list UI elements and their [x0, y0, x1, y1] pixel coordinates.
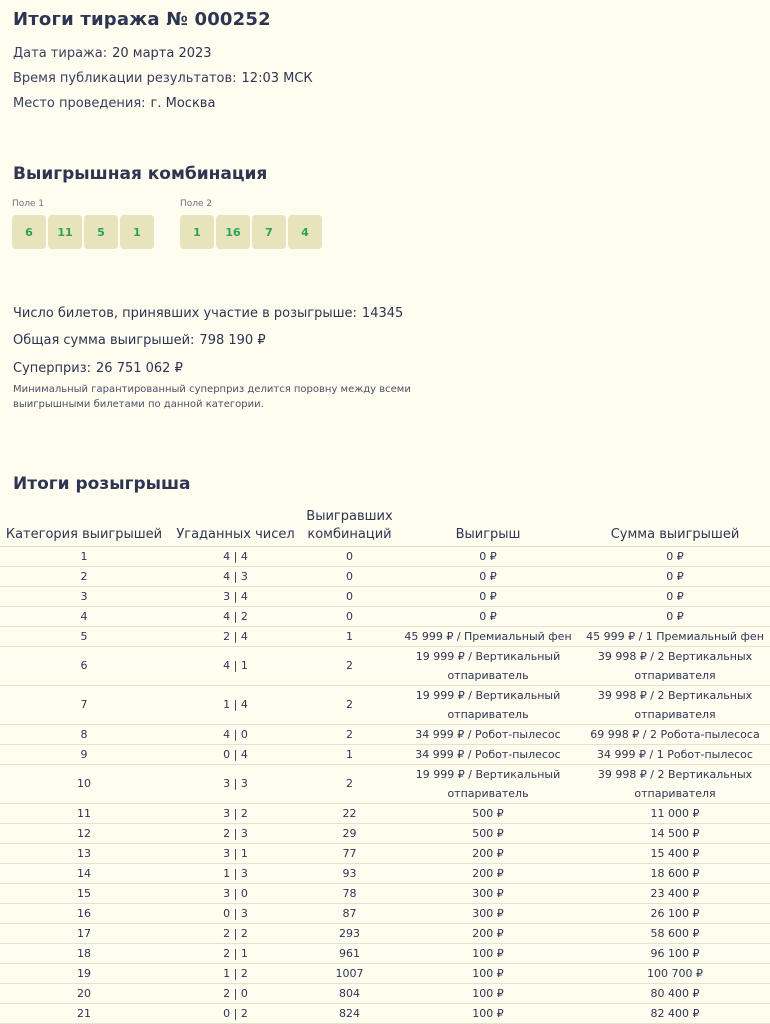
cell-winners: 2 — [303, 685, 396, 724]
cell-prize-total: 0 ₽ — [580, 586, 770, 606]
field-1-label: Поле 1 — [12, 199, 45, 209]
total-label: Общая сумма выигрышей: — [13, 333, 195, 348]
cell-prize: 0 ₽ — [396, 606, 580, 626]
field-2-label: Поле 2 — [180, 199, 213, 209]
cell-prize: 19 999 ₽ / Вертикальный отпариватель — [396, 764, 580, 803]
cell-winners: 0 — [303, 546, 396, 566]
cell-category: 21 — [0, 1003, 168, 1023]
tickets-stat — [13, 306, 403, 321]
cell-prize: 0 ₽ — [396, 546, 580, 566]
cell-category: 9 — [0, 744, 168, 764]
col-category: Категория выигрышей — [0, 505, 168, 546]
cell-prize-total: 58 600 ₽ — [580, 923, 770, 943]
cell-winners: 0 — [303, 606, 396, 626]
tickets-value: 14345 — [361, 306, 404, 321]
cell-prize-total: 26 100 ₽ — [580, 903, 770, 923]
cell-winners: 961 — [303, 943, 396, 963]
cell-category: 10 — [0, 764, 168, 803]
superprize-value: 26 751 062 ₽ — [96, 361, 183, 376]
cell-winners: 78 — [303, 883, 396, 903]
cell-category: 7 — [0, 685, 168, 724]
ball: 5 — [84, 215, 118, 249]
field-1-numbers — [12, 215, 154, 249]
cell-matched: 4 | 2 — [168, 606, 303, 626]
cell-matched: 4 | 4 — [168, 546, 303, 566]
cell-prize: 100 ₽ — [396, 983, 580, 1003]
venue — [13, 96, 215, 111]
cell-category: 4 — [0, 606, 168, 626]
cell-winners: 1 — [303, 626, 396, 646]
table-row — [0, 626, 770, 646]
cell-winners: 93 — [303, 863, 396, 883]
venue-value: г. Москва — [150, 96, 216, 111]
draw-date — [13, 46, 212, 61]
table-row — [0, 606, 770, 626]
cell-winners: 77 — [303, 843, 396, 863]
col-prize-total: Сумма выигрышей — [580, 505, 770, 546]
cell-prize: 45 999 ₽ / Премиальный фен — [396, 626, 580, 646]
superprize-label: Суперприз: — [13, 361, 92, 376]
table-row — [0, 983, 770, 1003]
cell-prize: 200 ₽ — [396, 923, 580, 943]
results-title: Итоги розыгрыша — [13, 474, 191, 494]
cell-matched: 1 | 4 — [168, 685, 303, 724]
cell-matched: 0 | 4 — [168, 744, 303, 764]
total-value: 798 190 ₽ — [199, 333, 266, 348]
table-row — [0, 803, 770, 823]
draw-date-value: 20 марта 2023 — [112, 46, 212, 61]
cell-prize: 34 999 ₽ / Робот-пылесос — [396, 724, 580, 744]
ball: 7 — [252, 215, 286, 249]
cell-category: 17 — [0, 923, 168, 943]
cell-category: 19 — [0, 963, 168, 983]
ball: 1 — [120, 215, 154, 249]
cell-winners: 2 — [303, 764, 396, 803]
cell-category: 12 — [0, 823, 168, 843]
cell-prize-total: 14 500 ₽ — [580, 823, 770, 843]
cell-winners: 0 — [303, 566, 396, 586]
cell-prize-total: 100 700 ₽ — [580, 963, 770, 983]
table-row — [0, 646, 770, 685]
cell-winners: 2 — [303, 646, 396, 685]
cell-category: 20 — [0, 983, 168, 1003]
cell-matched: 2 | 3 — [168, 823, 303, 843]
cell-prize: 34 999 ₽ / Робот-пылесос — [396, 744, 580, 764]
ball: 11 — [48, 215, 82, 249]
cell-matched: 3 | 4 — [168, 586, 303, 606]
cell-prize-total: 15 400 ₽ — [580, 843, 770, 863]
table-row — [0, 566, 770, 586]
table-row — [0, 764, 770, 803]
venue-label: Место проведения: — [13, 96, 146, 111]
col-prize: Выигрыш — [396, 505, 580, 546]
field-2 — [180, 199, 322, 249]
cell-prize-total: 96 100 ₽ — [580, 943, 770, 963]
cell-prize-total: 82 400 ₽ — [580, 1003, 770, 1023]
table-row — [0, 724, 770, 744]
results-table — [0, 505, 770, 1024]
total-stat — [13, 333, 266, 348]
cell-category: 14 — [0, 863, 168, 883]
cell-prize-total: 39 998 ₽ / 2 Вертикальных отпаривателя — [580, 646, 770, 685]
cell-prize-total: 80 400 ₽ — [580, 983, 770, 1003]
cell-prize-total: 45 999 ₽ / 1 Премиальный фен — [580, 626, 770, 646]
cell-winners: 2 — [303, 724, 396, 744]
cell-winners: 804 — [303, 983, 396, 1003]
cell-category: 11 — [0, 803, 168, 823]
superprize-stat — [13, 361, 183, 376]
table-row — [0, 883, 770, 903]
cell-prize: 19 999 ₽ / Вертикальный отпариватель — [396, 685, 580, 724]
table-row — [0, 1003, 770, 1023]
cell-matched: 3 | 1 — [168, 843, 303, 863]
cell-matched: 2 | 0 — [168, 983, 303, 1003]
cell-matched: 1 | 2 — [168, 963, 303, 983]
cell-category: 6 — [0, 646, 168, 685]
cell-prize: 0 ₽ — [396, 586, 580, 606]
cell-category: 1 — [0, 546, 168, 566]
cell-category: 5 — [0, 626, 168, 646]
col-matched: Угаданных чисел — [168, 505, 303, 546]
cell-category: 8 — [0, 724, 168, 744]
table-row — [0, 685, 770, 724]
table-row — [0, 963, 770, 983]
cell-matched: 4 | 1 — [168, 646, 303, 685]
cell-category: 2 — [0, 566, 168, 586]
cell-prize: 0 ₽ — [396, 566, 580, 586]
cell-matched: 3 | 0 — [168, 883, 303, 903]
cell-matched: 3 | 3 — [168, 764, 303, 803]
cell-winners: 1007 — [303, 963, 396, 983]
cell-winners: 1 — [303, 744, 396, 764]
table-row — [0, 843, 770, 863]
cell-winners: 29 — [303, 823, 396, 843]
cell-prize: 100 ₽ — [396, 1003, 580, 1023]
field-2-numbers — [180, 215, 322, 249]
cell-prize: 500 ₽ — [396, 803, 580, 823]
field-1 — [12, 199, 154, 249]
cell-category: 16 — [0, 903, 168, 923]
ball: 16 — [216, 215, 250, 249]
cell-prize-total: 23 400 ₽ — [580, 883, 770, 903]
cell-prize: 300 ₽ — [396, 883, 580, 903]
table-row — [0, 863, 770, 883]
publish-time — [13, 71, 313, 86]
cell-prize: 100 ₽ — [396, 943, 580, 963]
cell-prize-total: 39 998 ₽ / 2 Вертикальных отпаривателя — [580, 764, 770, 803]
table-row — [0, 823, 770, 843]
table-row — [0, 903, 770, 923]
cell-prize: 200 ₽ — [396, 843, 580, 863]
tickets-label: Число билетов, принявших участие в розыгрыше: — [13, 306, 357, 321]
page-title: Итоги тиража № 000252 — [13, 9, 271, 30]
cell-prize-total: 69 998 ₽ / 2 Робота-пылесоса — [580, 724, 770, 744]
combination-title: Выигрышная комбинация — [13, 164, 268, 184]
ball: 1 — [180, 215, 214, 249]
cell-winners: 87 — [303, 903, 396, 923]
table-row — [0, 943, 770, 963]
table-header-row — [0, 505, 770, 546]
cell-matched: 4 | 3 — [168, 566, 303, 586]
cell-prize-total: 0 ₽ — [580, 606, 770, 626]
superprize-note: Минимальный гарантированный суперприз делится поровну между всеми выигрышными билетами по данной категории. — [13, 384, 411, 410]
cell-prize: 100 ₽ — [396, 963, 580, 983]
ball: 6 — [12, 215, 46, 249]
cell-matched: 2 | 2 — [168, 923, 303, 943]
cell-winners: 293 — [303, 923, 396, 943]
cell-matched: 1 | 3 — [168, 863, 303, 883]
cell-prize-total: 0 ₽ — [580, 546, 770, 566]
cell-prize-total: 39 998 ₽ / 2 Вертикальных отпаривателя — [580, 685, 770, 724]
cell-prize-total: 0 ₽ — [580, 566, 770, 586]
cell-prize: 200 ₽ — [396, 863, 580, 883]
cell-prize-total: 11 000 ₽ — [580, 803, 770, 823]
cell-winners: 824 — [303, 1003, 396, 1023]
cell-category: 15 — [0, 883, 168, 903]
cell-matched: 0 | 2 — [168, 1003, 303, 1023]
cell-matched: 4 | 0 — [168, 724, 303, 744]
table-row — [0, 744, 770, 764]
cell-category: 18 — [0, 943, 168, 963]
col-winners: Выигравших комбинаций — [303, 505, 396, 546]
cell-winners: 22 — [303, 803, 396, 823]
draw-date-label: Дата тиража: — [13, 46, 108, 61]
table-row — [0, 923, 770, 943]
cell-category: 3 — [0, 586, 168, 606]
cell-matched: 2 | 4 — [168, 626, 303, 646]
cell-winners: 0 — [303, 586, 396, 606]
cell-prize-total: 18 600 ₽ — [580, 863, 770, 883]
table-row — [0, 546, 770, 566]
cell-prize: 300 ₽ — [396, 903, 580, 923]
table-row — [0, 586, 770, 606]
ball: 4 — [288, 215, 322, 249]
publish-time-value: 12:03 МСК — [241, 71, 313, 86]
publish-time-label: Время публикации результатов: — [13, 71, 237, 86]
cell-matched: 3 | 2 — [168, 803, 303, 823]
cell-category: 13 — [0, 843, 168, 863]
cell-prize: 500 ₽ — [396, 823, 580, 843]
cell-matched: 2 | 1 — [168, 943, 303, 963]
cell-prize-total: 34 999 ₽ / 1 Робот-пылесос — [580, 744, 770, 764]
cell-prize: 19 999 ₽ / Вертикальный отпариватель — [396, 646, 580, 685]
cell-matched: 0 | 3 — [168, 903, 303, 923]
